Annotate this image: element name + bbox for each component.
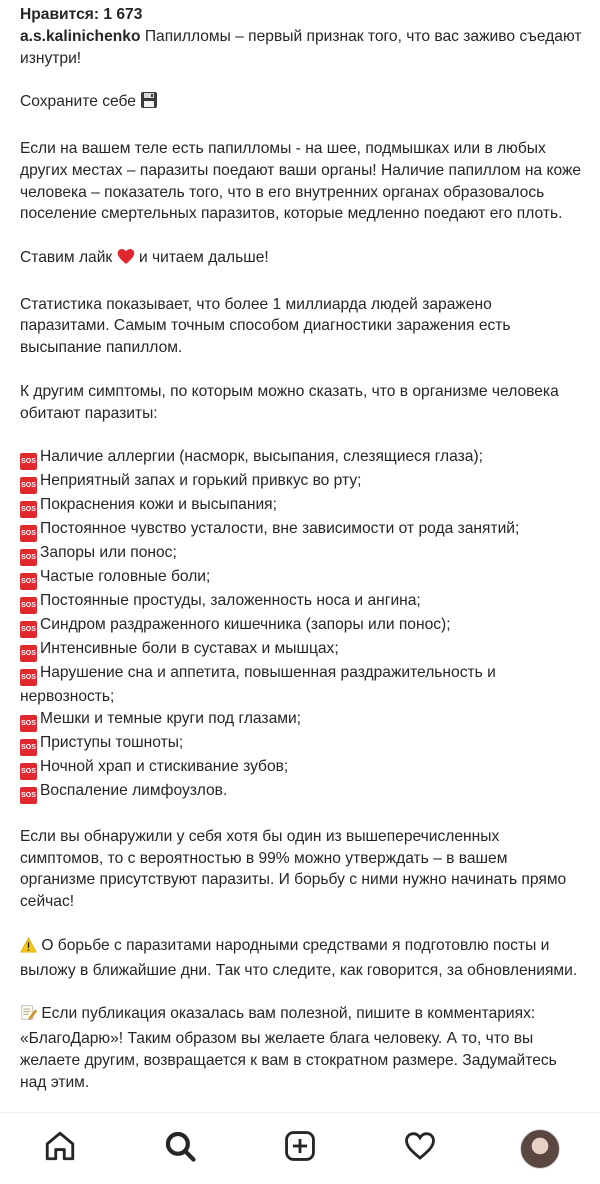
- symptom-text: Мешки и темные круги под глазами;: [40, 709, 302, 727]
- symptom-list-item: [20, 566, 582, 590]
- symptom-text: Нарушение сна и аппетита, повышенная раздражительность и нервозность;: [20, 664, 496, 706]
- symptom-text: Постоянное чувство усталости, вне зависимости от рода занятий;: [40, 520, 520, 538]
- sos-icon: SOS: [20, 715, 37, 732]
- caption-paragraph-6: [20, 1003, 582, 1093]
- bottom-navigation-bar: [0, 1112, 600, 1184]
- sos-icon: SOS: [20, 573, 37, 590]
- symptom-text: Ночной храп и стискивание зубов;: [40, 757, 289, 775]
- symptom-text: Частые головные боли;: [40, 568, 211, 586]
- floppy-disk-icon: [140, 91, 158, 116]
- new-post-icon: [283, 1129, 317, 1168]
- symptom-text: Постоянные простуды, заложенность носа и ангина;: [40, 592, 421, 610]
- sos-icon: SOS: [20, 453, 37, 470]
- like-before-text: Ставим лайк: [20, 248, 113, 266]
- paragraph-5-text: О борьбе с паразитами народными средствами я подготовлю посты и выложу в ближайшие дни. Так что следите, как говорится, за обновлениями.: [20, 936, 578, 979]
- sos-icon: SOS: [20, 787, 37, 804]
- symptom-text: Синдром раздраженного кишечника (запоры или понос);: [40, 616, 451, 634]
- caption-paragraph-1: Если на вашем теле есть папилломы - на шее, подмышках или в любых других местах – паразиты поедают ваши органы! Наличие папиллом на коже человека – показатель того, что в его внутренних органах образовалось поселение смертельных паразитов, которые медленно поедают его плоть.: [20, 139, 582, 223]
- sos-icon: SOS: [20, 645, 37, 662]
- like-after-text: и читаем дальше!: [138, 248, 269, 266]
- warning-icon: [20, 937, 37, 960]
- symptom-list-item: [20, 780, 582, 804]
- post-caption-area: [20, 4, 582, 1093]
- activity-heart-icon: [403, 1129, 437, 1168]
- caption-like-line: [20, 247, 582, 272]
- nav-profile-button[interactable]: [510, 1119, 570, 1179]
- nav-new-post-button[interactable]: [270, 1119, 330, 1179]
- caption-paragraph-3: К другим симптомы, по которым можно сказать, что в организме человека обитают паразиты:: [20, 382, 559, 422]
- likes-count[interactable]: Нравится: 1 673: [20, 6, 143, 23]
- sos-icon: SOS: [20, 669, 37, 686]
- symptom-list-item: [20, 518, 582, 542]
- symptom-list-item: [20, 708, 582, 732]
- caption-paragraph-4: Если вы обнаружили у себя хотя бы один из вышеперечисленных симптомов, то с вероятностью в 99% можно утверждать – в вашем организме присутствуют паразиты. И борьбу с ними нужно начинать прямо сейчас!: [20, 827, 567, 911]
- symptom-list-item: [20, 756, 582, 780]
- symptom-text: Неприятный запах и горький привкус во рту;: [40, 472, 362, 490]
- sos-icon: SOS: [20, 621, 37, 638]
- caption-intro-text: Папилломы – первый признак того, что вас заживо съедают изнутри!: [20, 28, 582, 67]
- home-icon: [43, 1129, 77, 1168]
- symptom-list-item: [20, 542, 582, 566]
- symptom-text: Запоры или понос;: [40, 544, 177, 562]
- symptom-list-item: [20, 662, 582, 708]
- nav-search-button[interactable]: [150, 1119, 210, 1179]
- symptom-list-item: [20, 470, 582, 494]
- profile-avatar: [520, 1129, 560, 1169]
- symptom-text: Воспаление лимфоузлов.: [40, 781, 228, 799]
- symptom-list-item: [20, 638, 582, 662]
- sos-icon: SOS: [20, 549, 37, 566]
- symptom-list-item: [20, 614, 582, 638]
- sos-icon: SOS: [20, 501, 37, 518]
- paragraph-6-text: Если публикация оказалась вам полезной, пишите в комментариях: «БлагоДарю»! Таким образом вы желаете блага человеку. А то, что вы желаете другим, возвращается к вам в стократном размере. Задумайтесь над этим.: [20, 1005, 557, 1091]
- username[interactable]: a.s.kalinichenko: [20, 28, 141, 45]
- nav-activity-button[interactable]: [390, 1119, 450, 1179]
- save-text: Сохраните себе: [20, 93, 136, 111]
- symptom-text: Наличие аллергии (насморк, высыпания, слезящиеся глаза);: [40, 448, 484, 466]
- symptom-list: [20, 446, 582, 804]
- search-icon: [163, 1129, 197, 1168]
- symptom-text: Интенсивные боли в суставах и мышцах;: [40, 640, 339, 658]
- symptom-text: Покраснения кожи и высыпания;: [40, 496, 277, 514]
- caption-paragraph-2: Статистика показывает, что более 1 миллиарда людей заражено паразитами. Самым точным способом диагностики заражения есть высыпание папиллом.: [20, 295, 511, 357]
- sos-icon: SOS: [20, 739, 37, 756]
- red-heart-icon: [117, 248, 135, 272]
- caption-paragraph-5: [20, 935, 582, 982]
- symptom-list-item: [20, 590, 582, 614]
- nav-home-button[interactable]: [30, 1119, 90, 1179]
- sos-icon: SOS: [20, 525, 37, 542]
- symptom-list-item: [20, 494, 582, 518]
- sos-icon: SOS: [20, 477, 37, 494]
- symptom-list-item: [20, 732, 582, 756]
- sos-icon: SOS: [20, 597, 37, 614]
- caption-intro: [20, 26, 582, 70]
- memo-pencil-icon: [20, 1004, 37, 1028]
- caption-save-line: [20, 91, 582, 116]
- symptom-list-item: [20, 446, 582, 470]
- symptom-text: Приступы тошноты;: [40, 733, 184, 751]
- sos-icon: SOS: [20, 763, 37, 780]
